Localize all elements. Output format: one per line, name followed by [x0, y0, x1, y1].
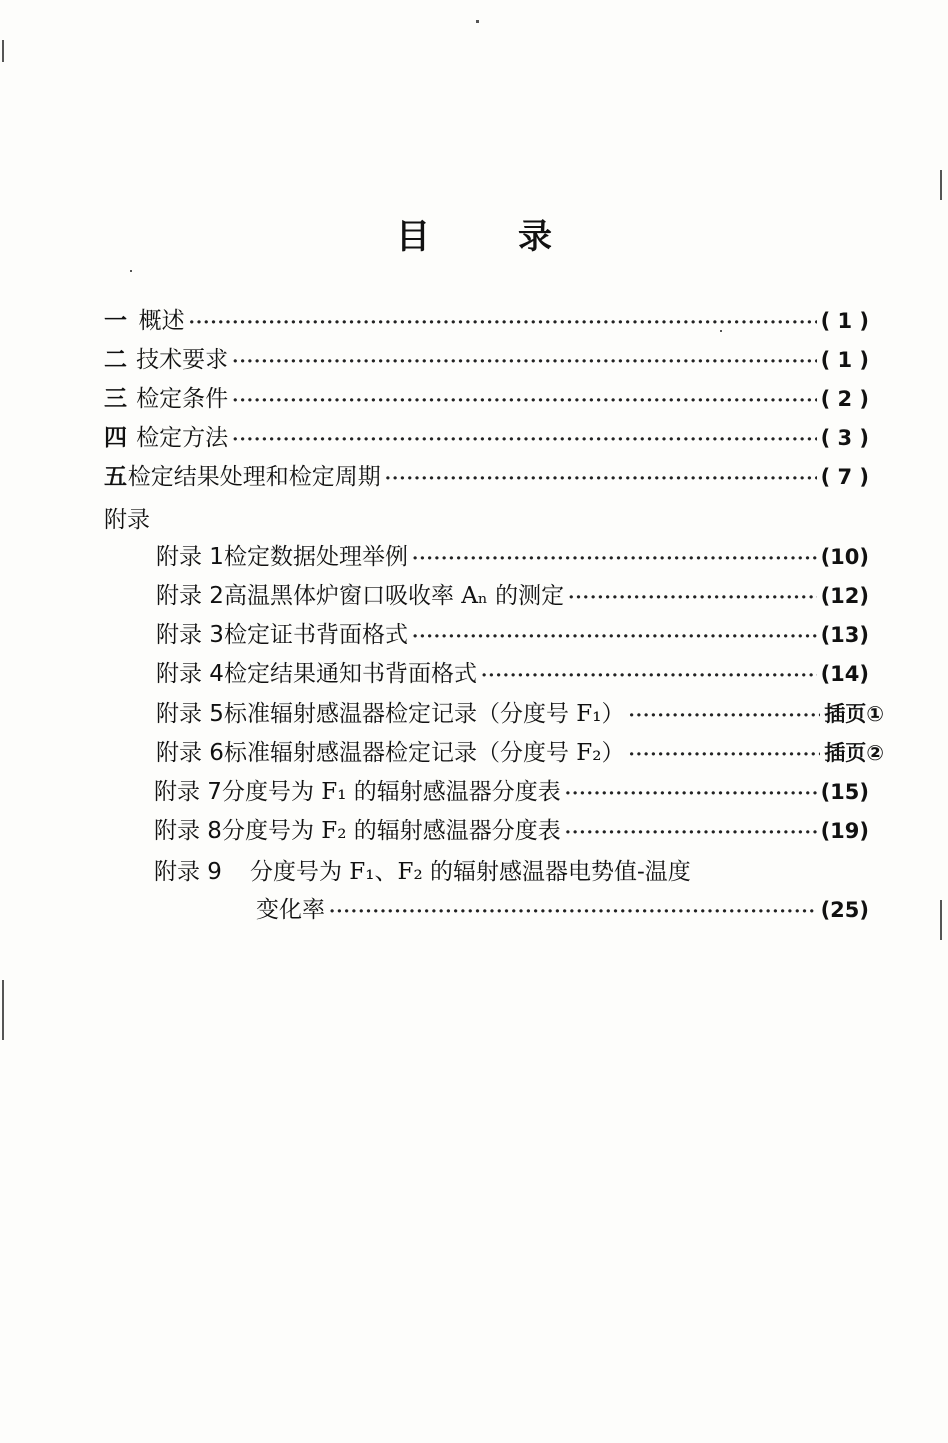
- page-number: ( 7 ): [820, 465, 869, 489]
- section-number: 五: [104, 464, 127, 490]
- dot-leader: [232, 345, 816, 379]
- page-number: (25): [820, 898, 869, 922]
- dot-leader: [232, 384, 816, 418]
- toc-row[interactable]: [104, 460, 869, 494]
- page-number: ( 1 ): [820, 309, 869, 333]
- section-title: 检定结果处理和检定周期: [127, 464, 381, 490]
- appendix-number: 附录 2: [156, 583, 224, 609]
- page-number: (19): [820, 819, 869, 843]
- appendix-title: 分度号为 F₁ 的辐射感温器分度表: [221, 779, 561, 805]
- section-number: 四: [104, 425, 127, 451]
- section-title: 检定方法: [136, 425, 229, 451]
- dot-leader: [385, 462, 817, 496]
- page-number: 插页①: [824, 702, 884, 726]
- appendix-title: 标准辐射感温器检定记录（分度号 F₁）: [223, 701, 625, 727]
- section-number: 三: [104, 386, 127, 412]
- appendix-title: 标准辐射感温器检定记录（分度号 F₂）: [223, 740, 625, 766]
- toc-row[interactable]: [156, 540, 869, 574]
- section-number: 二: [104, 347, 127, 373]
- appendix-title: 检定结果通知书背面格式: [223, 661, 477, 687]
- toc-row[interactable]: [104, 421, 869, 455]
- page-title: 目录: [396, 217, 640, 257]
- dot-leader: [412, 620, 817, 654]
- appendix-heading: 附录: [104, 507, 150, 533]
- scan-edge-mark: [940, 900, 942, 940]
- appendix-number: 附录 4: [156, 661, 224, 687]
- toc-row[interactable]: [156, 697, 884, 731]
- appendix-title: 高温黑体炉窗口吸收率 Aₙ 的测定: [223, 583, 565, 609]
- toc-row-continuation[interactable]: [256, 893, 869, 927]
- dot-leader: [628, 738, 820, 772]
- dot-leader: [565, 777, 817, 811]
- section-number: 一: [104, 308, 127, 334]
- page-number: (15): [820, 780, 869, 804]
- toc-row[interactable]: [156, 579, 869, 613]
- dot-leader: [232, 423, 816, 457]
- appendix-number: 附录 3: [156, 622, 224, 648]
- appendix-number: 附录 1: [156, 544, 224, 570]
- dot-leader: [628, 699, 820, 733]
- dot-leader: [481, 659, 817, 693]
- toc-row[interactable]: [104, 382, 869, 416]
- section-title: 概述: [138, 308, 185, 334]
- toc-row[interactable]: [104, 343, 869, 377]
- toc-row[interactable]: [104, 304, 869, 338]
- toc-row[interactable]: [154, 855, 869, 889]
- scan-edge-mark: [940, 170, 942, 200]
- appendix-number: 附录 8: [154, 818, 222, 844]
- scan-speck: [476, 20, 479, 23]
- section-title: 技术要求: [136, 347, 229, 373]
- page-number: (10): [820, 545, 869, 569]
- scan-speck: [720, 330, 722, 332]
- scan-edge-mark: [2, 980, 4, 1040]
- page-number: (14): [820, 662, 869, 686]
- page-number: 插页②: [824, 741, 884, 765]
- appendix-title: 分度号为 F₁、F₂ 的辐射感温器电势值-温度: [250, 859, 691, 885]
- toc-row[interactable]: [156, 736, 884, 770]
- toc-row[interactable]: [156, 618, 869, 652]
- page-number: ( 3 ): [820, 426, 869, 450]
- page-number: ( 2 ): [820, 387, 869, 411]
- toc-row[interactable]: [154, 775, 869, 809]
- appendix-number: 附录 6: [156, 740, 224, 766]
- dot-leader: [329, 895, 817, 929]
- appendix-title: 分度号为 F₂ 的辐射感温器分度表: [221, 818, 561, 844]
- appendix-number: 附录 5: [156, 701, 224, 727]
- appendix-number: 附录 7: [154, 779, 222, 805]
- appendix-number: 附录 9: [154, 859, 222, 885]
- scan-edge-mark: [2, 40, 4, 62]
- section-title: 检定条件: [136, 386, 229, 412]
- toc-row[interactable]: [154, 814, 869, 848]
- scan-speck: [130, 270, 132, 272]
- dot-leader: [412, 542, 817, 576]
- page-number: ( 1 ): [820, 348, 869, 372]
- page-number: (12): [820, 584, 869, 608]
- dot-leader: [189, 306, 817, 340]
- appendix-title-continuation: 变化率: [256, 897, 325, 923]
- appendix-title: 检定证书背面格式: [223, 622, 408, 648]
- appendix-title: 检定数据处理举例: [223, 544, 408, 570]
- dot-leader: [565, 816, 817, 850]
- page-number: (13): [820, 623, 869, 647]
- dot-leader: [568, 581, 816, 615]
- toc-row[interactable]: [156, 657, 869, 691]
